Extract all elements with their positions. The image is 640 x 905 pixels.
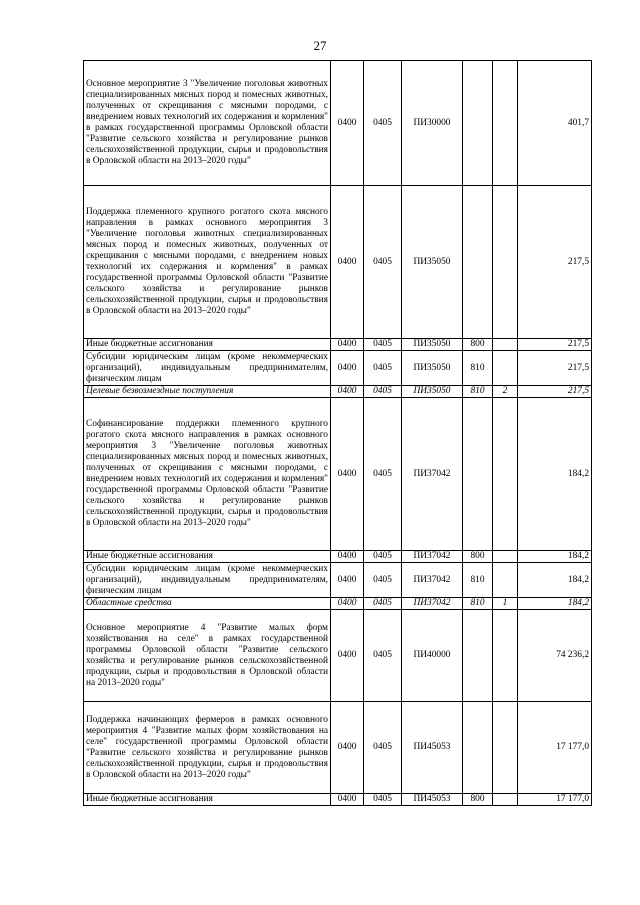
row-expense-type: 800: [463, 339, 493, 351]
row-target-code: ПИ37042: [402, 563, 463, 598]
table-row: [84, 610, 592, 702]
row-subsection-code: 0405: [364, 598, 402, 610]
row-expense-type: [463, 186, 493, 339]
row-name: Основное мероприятие 4 "Развитие малых форм хозяйствования на селе" в рамках государственной программы Орловской области "Развитие сельского хозяйства и регулирование рынков сельскохозяйственной продукции, сырья и продовольствия в Орловской области на 2013–2020 годы": [84, 610, 331, 702]
row-subsection-code: 0405: [364, 61, 402, 186]
row-subsection-code: 0405: [364, 563, 402, 598]
row-source-code: [493, 551, 518, 563]
row-section-code: 0400: [331, 351, 364, 386]
row-name: Иные бюджетные ассигнования: [84, 551, 331, 563]
row-name: Субсидии юридическим лицам (кроме некоммерческих организаций), индивидуальным предпринимателям, физическим лицам: [84, 351, 331, 386]
row-source-code: [493, 398, 518, 551]
row-subsection-code: 0405: [364, 398, 402, 551]
table-row: [84, 563, 592, 598]
row-subsection-code: 0405: [364, 610, 402, 702]
row-target-code: ПИ45053: [402, 702, 463, 794]
row-expense-type: 800: [463, 551, 493, 563]
row-subsection-code: 0405: [364, 386, 402, 398]
row-amount: 217,5: [518, 339, 592, 351]
row-section-code: 0400: [331, 598, 364, 610]
row-expense-type: 810: [463, 598, 493, 610]
row-source-code: [493, 702, 518, 794]
row-expense-type: [463, 398, 493, 551]
row-target-code: ПИ35050: [402, 339, 463, 351]
row-amount: 17 177,0: [518, 794, 592, 806]
row-amount: 17 177,0: [518, 702, 592, 794]
row-expense-type: 810: [463, 386, 493, 398]
row-expense-type: 810: [463, 563, 493, 598]
row-source-code: [493, 186, 518, 339]
row-name: Иные бюджетные ассигнования: [84, 339, 331, 351]
row-name: Иные бюджетные ассигнования: [84, 794, 331, 806]
row-amount: 401,7: [518, 61, 592, 186]
row-target-code: ПИ45053: [402, 794, 463, 806]
row-source-code: [493, 563, 518, 598]
row-subsection-code: 0405: [364, 186, 402, 339]
row-section-code: 0400: [331, 386, 364, 398]
row-target-code: ПИ40000: [402, 610, 463, 702]
table-row: [84, 794, 592, 806]
row-name: Поддержка племенного крупного рогатого скота мясного направления в рамках основного мероприятия 3 "Увеличение поголовья животных специализированных мясных пород и помесных животных, полученных от скрещивания с мясными породами, с внедрением новых технологий их содержания и кормления" в рамках государственной программы Орловской области "Развитие сельского хозяйства и регулирование рынков сельскохозяйственной продукции, сырья и продовольствия в Орловской области на 2013–2020 годы": [84, 186, 331, 339]
row-expense-type: 800: [463, 794, 493, 806]
table-row: [84, 386, 592, 398]
row-source-code: [493, 794, 518, 806]
table-row: [84, 186, 592, 339]
row-name: Субсидии юридическим лицам (кроме некоммерческих организаций), индивидуальным предпринимателям, физическим лицам: [84, 563, 331, 598]
row-expense-type: [463, 702, 493, 794]
row-source-code: 1: [493, 598, 518, 610]
row-target-code: ПИ37042: [402, 398, 463, 551]
row-target-code: ПИ35050: [402, 386, 463, 398]
row-name: Целевые безвозмездные поступления: [84, 386, 331, 398]
row-section-code: 0400: [331, 339, 364, 351]
budget-table: [83, 60, 592, 806]
row-amount: 217,5: [518, 386, 592, 398]
table-row: [84, 351, 592, 386]
row-expense-type: [463, 610, 493, 702]
row-name: Софинансирование поддержки племенного крупного рогатого скота мясного направления в рамках основного мероприятия 3 "Увеличение поголовья животных специализированных мясных пород и помесных животных, полученных от скрещивания с мясными породами, с внедрением новых технологий их содержания и кормления" государственной программы Орловской области "Развитие сельского хозяйства и регулирование рынков сельскохозяйственной продукции, сырья и продовольствия в Орловской области на 2013–2020 годы": [84, 398, 331, 551]
row-section-code: 0400: [331, 794, 364, 806]
row-name: Основное мероприятие 3 "Увеличение поголовья животных специализированных мясных пород и помесных животных, полученных от скрещивания с мясными породами, с внедрением новых технологий их содержания и кормления" в рамках государственной программы Орловской области "Развитие сельского хозяйства и регулирование рынков сельскохозяйственной продукции, сырья и продовольствия в Орловской области на 2013–2020 годы": [84, 61, 331, 186]
row-amount: 184,2: [518, 551, 592, 563]
row-subsection-code: 0405: [364, 351, 402, 386]
row-target-code: ПИ30000: [402, 61, 463, 186]
row-section-code: 0400: [331, 702, 364, 794]
row-section-code: 0400: [331, 563, 364, 598]
row-amount: 217,5: [518, 186, 592, 339]
row-amount: 184,2: [518, 563, 592, 598]
row-subsection-code: 0405: [364, 794, 402, 806]
row-target-code: ПИ37042: [402, 551, 463, 563]
row-section-code: 0400: [331, 61, 364, 186]
row-source-code: [493, 351, 518, 386]
row-section-code: 0400: [331, 398, 364, 551]
row-source-code: [493, 339, 518, 351]
row-target-code: ПИ35050: [402, 351, 463, 386]
table-row: [84, 398, 592, 551]
row-target-code: ПИ37042: [402, 598, 463, 610]
row-expense-type: 810: [463, 351, 493, 386]
row-expense-type: [463, 61, 493, 186]
row-subsection-code: 0405: [364, 551, 402, 563]
row-name: Областные средства: [84, 598, 331, 610]
table-row: [84, 339, 592, 351]
row-subsection-code: 0405: [364, 702, 402, 794]
row-amount: 184,2: [518, 598, 592, 610]
table-row: [84, 598, 592, 610]
row-target-code: ПИ35050: [402, 186, 463, 339]
row-source-code: [493, 61, 518, 186]
row-subsection-code: 0405: [364, 339, 402, 351]
table-row: [84, 702, 592, 794]
page-number: 27: [313, 38, 327, 53]
row-source-code: [493, 610, 518, 702]
table-row: [84, 551, 592, 563]
row-name: Поддержка начинающих фермеров в рамках основного мероприятия 4 "Развитие малых форм хозяйствования на селе" государственной программы Орловской области "Развитие сельского хозяйства и регулирование рынков сельскохозяйственной продукции, сырья и продовольствия в Орловской области на 2013–2020 годы": [84, 702, 331, 794]
row-section-code: 0400: [331, 551, 364, 563]
row-amount: 184,2: [518, 398, 592, 551]
row-source-code: 2: [493, 386, 518, 398]
table-row: [84, 61, 592, 186]
row-amount: 217,5: [518, 351, 592, 386]
row-section-code: 0400: [331, 610, 364, 702]
row-amount: 74 236,2: [518, 610, 592, 702]
row-section-code: 0400: [331, 186, 364, 339]
